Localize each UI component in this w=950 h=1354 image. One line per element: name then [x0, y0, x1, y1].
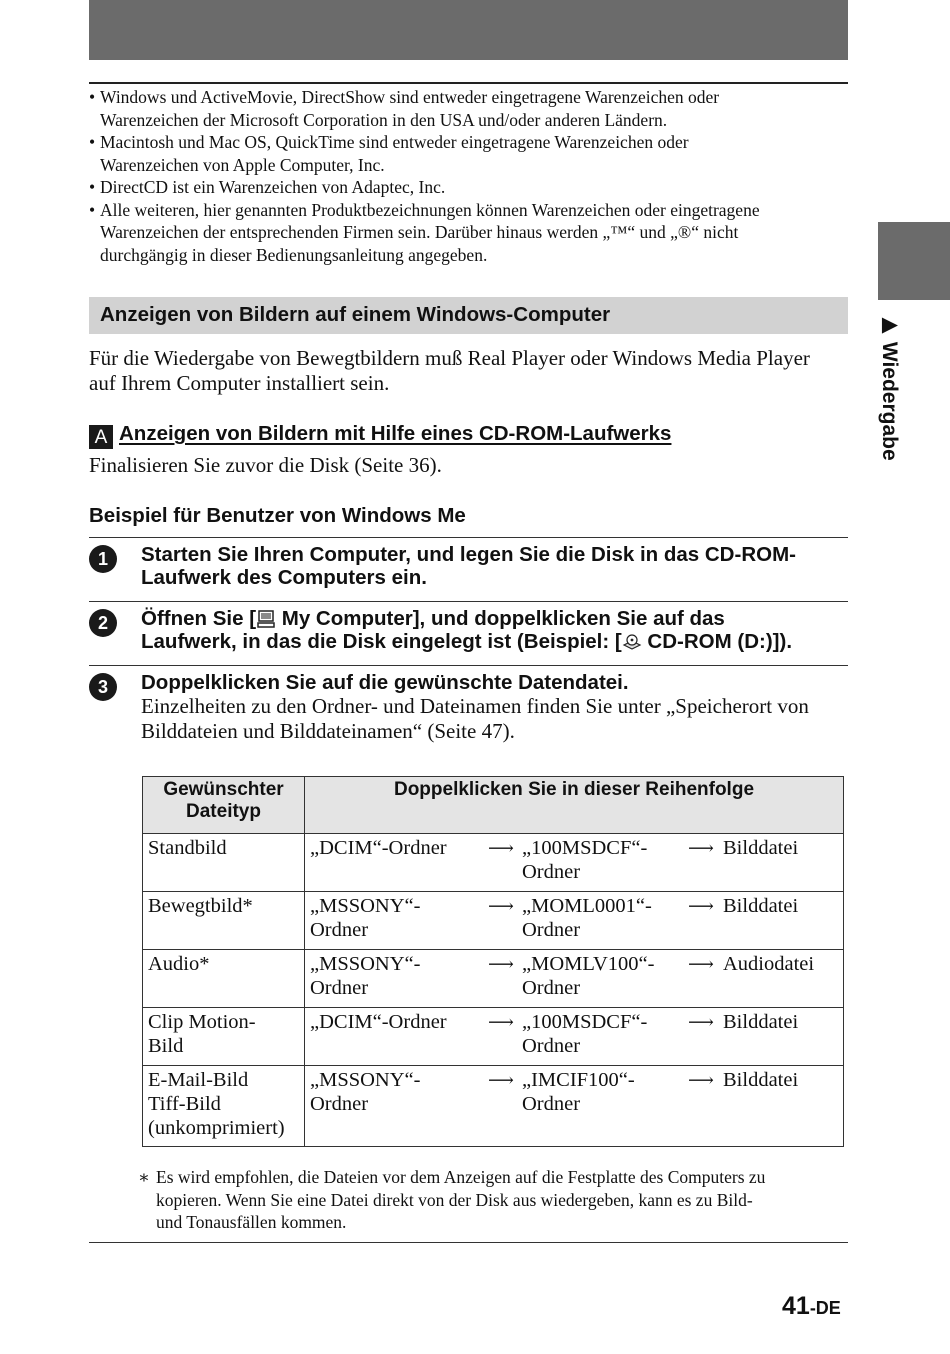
file-type-cell [143, 834, 305, 892]
bullet-icon: • [89, 199, 96, 220]
trademark-line: Alle weiteren, hier genannten Produktbezeichnungen können Warenzeichen oder eingetragene [100, 199, 760, 220]
sequence-line: „100MSDCF“- [522, 1011, 648, 1033]
step-body-line: Bilddateien und Bilddateinamen“ (Seite 47). [141, 719, 515, 743]
sequence-step [522, 952, 682, 1000]
sequence-line: Bilddatei [723, 1011, 799, 1033]
top-band [89, 0, 848, 60]
sequence-line: Ordner [522, 977, 581, 999]
sequence-step [522, 894, 682, 942]
table-row [143, 834, 844, 892]
footnote-marker: ∗ [138, 1167, 150, 1187]
sequence-line: Ordner [310, 919, 369, 941]
header-file-type [143, 777, 305, 834]
sequence-line: Bilddatei [723, 837, 799, 859]
sequence-line: Ordner [522, 861, 581, 883]
sequence-cell [305, 1066, 844, 1147]
table-row [143, 950, 844, 1008]
step-text: Laufwerk, in das die Disk eingelegt ist (Beispiel: [ [141, 630, 622, 653]
arrow-right-icon: ⟶ [688, 954, 714, 974]
sequence-line: „IMCIF100“- [522, 1069, 635, 1091]
footnote-line: Es wird empfohlen, die Dateien vor dem Anzeigen auf die Festplatte des Computers zu [156, 1167, 766, 1187]
sequence-line: Ordner [522, 1035, 581, 1057]
side-tab [878, 222, 950, 300]
intro-line: auf Ihrem Computer installiert sein. [89, 371, 390, 395]
sequence-line: „DCIM“-Ordner [310, 1011, 447, 1033]
arrow-right-icon: ⟶ [688, 896, 714, 916]
sequence-line: Ordner [310, 977, 369, 999]
file-type-cell [143, 1066, 305, 1147]
sequence-line: Ordner [522, 1093, 581, 1115]
step-2 [89, 607, 849, 653]
header-line: Gewünschter [163, 779, 284, 800]
sequence-line: „MOML0001“- [522, 895, 652, 917]
sequence-cell [305, 950, 844, 1008]
sequence-step [310, 836, 480, 860]
file-type-line: Bild [148, 1035, 184, 1057]
trademark-line: DirectCD ist ein Warenzeichen von Adaptec, Inc. [100, 177, 446, 197]
trademark-item [89, 86, 851, 131]
trademark-line: Windows und ActiveMovie, DirectShow sind entweder eingetragene Warenzeichen oder [100, 87, 720, 107]
table-row [143, 1008, 844, 1066]
sequence-step [723, 894, 798, 918]
trademark-line: Macintosh und Mac OS, QuickTime sind entweder eingetragene Warenzeichen oder [100, 132, 689, 152]
my-computer-icon [256, 610, 276, 628]
sequence-step [522, 836, 682, 884]
step-title-line: Starten Sie Ihren Computer, und legen Sie die Disk in das CD-ROM- [141, 543, 796, 566]
step-number: 3 [89, 673, 117, 701]
sequence-step [723, 952, 814, 976]
divider [89, 537, 848, 538]
subsection-badge: A [89, 425, 113, 449]
step-1 [89, 543, 849, 589]
page-number [782, 1292, 841, 1321]
table-row [143, 1066, 844, 1147]
file-type-line: (unkomprimiert) [148, 1117, 285, 1139]
arrow-right-icon: ⟶ [488, 838, 514, 858]
trademark-item [89, 131, 851, 176]
subsection-a-heading [89, 422, 848, 449]
step-number: 1 [89, 545, 117, 573]
sequence-line: „100MSDCF“- [522, 837, 648, 859]
table-row [143, 892, 844, 950]
section-heading: Anzeigen von Bildern auf einem Windows-Computer [89, 297, 848, 334]
intro-line: Für die Wiedergabe von Bewegtbildern muß Real Player oder Windows Media Player [89, 346, 810, 370]
intro-text [89, 346, 854, 396]
step-title-line: Laufwerk des Computers ein. [141, 566, 427, 589]
file-type-line: Tiff-Bild [148, 1093, 221, 1115]
trademark-line: durchgängig in dieser Bedienungsanleitung angegeben. [100, 244, 488, 265]
sequence-step [310, 1010, 480, 1034]
step-3 [89, 671, 849, 744]
header-sequence: Doppelklicken Sie in dieser Reihenfolge [305, 777, 844, 834]
sequence-line: Audiodatei [723, 953, 815, 975]
trademark-item [89, 199, 851, 267]
arrow-right-icon: ⟶ [688, 838, 714, 858]
top-rule [89, 82, 848, 84]
file-type-line: Clip Motion- [148, 1011, 256, 1033]
footnote-line: kopieren. Wenn Sie eine Datei direkt von der Disk aus wiedergeben, kann es zu Bild- [156, 1189, 753, 1210]
trademark-line: Warenzeichen der entsprechenden Firmen sein. Darüber hinaus werden „™“ und „®“ nicht [100, 222, 739, 242]
example-heading: Beispiel für Benutzer von Windows Me [89, 504, 466, 527]
file-type-line: E-Mail-Bild [148, 1069, 249, 1091]
subsection-note: Finalisieren Sie zuvor die Disk (Seite 36). [89, 453, 442, 477]
sequence-step [723, 836, 798, 860]
arrow-right-icon: ⟶ [488, 896, 514, 916]
sequence-line: „MSSONY“- [310, 953, 421, 975]
sequence-line: Bilddatei [723, 1069, 799, 1091]
footnote-line: und Tonausfällen kommen. [156, 1212, 347, 1232]
file-type-cell [143, 1008, 305, 1066]
trademark-item [89, 176, 851, 199]
bottom-rule [89, 1242, 848, 1243]
sequence-step [723, 1068, 798, 1092]
sequence-step [310, 1068, 480, 1116]
arrow-right-icon: ⟶ [488, 1070, 514, 1090]
file-type-line: Audio* [148, 953, 210, 975]
step-text: My Computer], und doppelklicken Sie auf das [276, 607, 725, 630]
sequence-line: „MSSONY“- [310, 895, 421, 917]
sequence-step [310, 894, 480, 942]
sequence-cell [305, 834, 844, 892]
bullet-icon: • [89, 132, 96, 152]
arrow-right-icon: ⟶ [688, 1012, 714, 1032]
sequence-step [522, 1068, 682, 1116]
trademark-line: Warenzeichen von Apple Computer, Inc. [100, 154, 385, 175]
file-type-table [142, 776, 844, 1147]
step-text: CD-ROM (D:)]). [641, 630, 793, 653]
sequence-cell [305, 892, 844, 950]
step-body-line: Einzelheiten zu den Ordner- und Dateinamen finden Sie unter „Speicherort von [141, 694, 809, 718]
table-header-row [143, 777, 844, 834]
sequence-line: Ordner [310, 1093, 369, 1115]
subsection-title: Anzeigen von Bildern mit Hilfe eines CD-ROM-Laufwerks [119, 422, 672, 445]
page-number-value: 41 [782, 1292, 810, 1320]
file-type-line: Bewegtbild* [148, 895, 253, 917]
arrow-right-icon: ⟶ [688, 1070, 714, 1090]
step-number: 2 [89, 609, 117, 637]
sequence-step [723, 1010, 798, 1034]
sequence-step [522, 1010, 682, 1058]
divider [89, 601, 848, 602]
arrow-right-icon: ⟶ [488, 1012, 514, 1032]
file-type-cell [143, 892, 305, 950]
sequence-line: Ordner [522, 919, 581, 941]
sequence-line: „MSSONY“- [310, 1069, 421, 1091]
sequence-line: „DCIM“-Ordner [310, 837, 447, 859]
sequence-line: Bilddatei [723, 895, 799, 917]
divider [89, 665, 848, 666]
bullet-icon: • [89, 177, 96, 197]
sequence-cell [305, 1008, 844, 1066]
page-suffix: -DE [809, 1298, 841, 1318]
sequence-step [310, 952, 480, 1000]
sequence-line: „MOMLV100“- [522, 953, 655, 975]
cd-rom-icon [622, 633, 642, 651]
step-text: Öffnen Sie [ [141, 607, 257, 630]
header-line: Dateityp [186, 801, 261, 822]
trademark-notes [89, 86, 851, 266]
bullet-icon: • [89, 87, 96, 107]
footnote [138, 1166, 850, 1234]
file-type-line: Standbild [148, 837, 227, 859]
arrow-right-icon: ⟶ [488, 954, 514, 974]
step-title: Doppelklicken Sie auf die gewünschte Datendatei. [141, 671, 629, 694]
side-tab-label: ▶ Wiedergabe [878, 312, 901, 461]
file-type-cell [143, 950, 305, 1008]
trademark-line: Warenzeichen der Microsoft Corporation in den USA und/oder anderen Ländern. [100, 109, 668, 130]
